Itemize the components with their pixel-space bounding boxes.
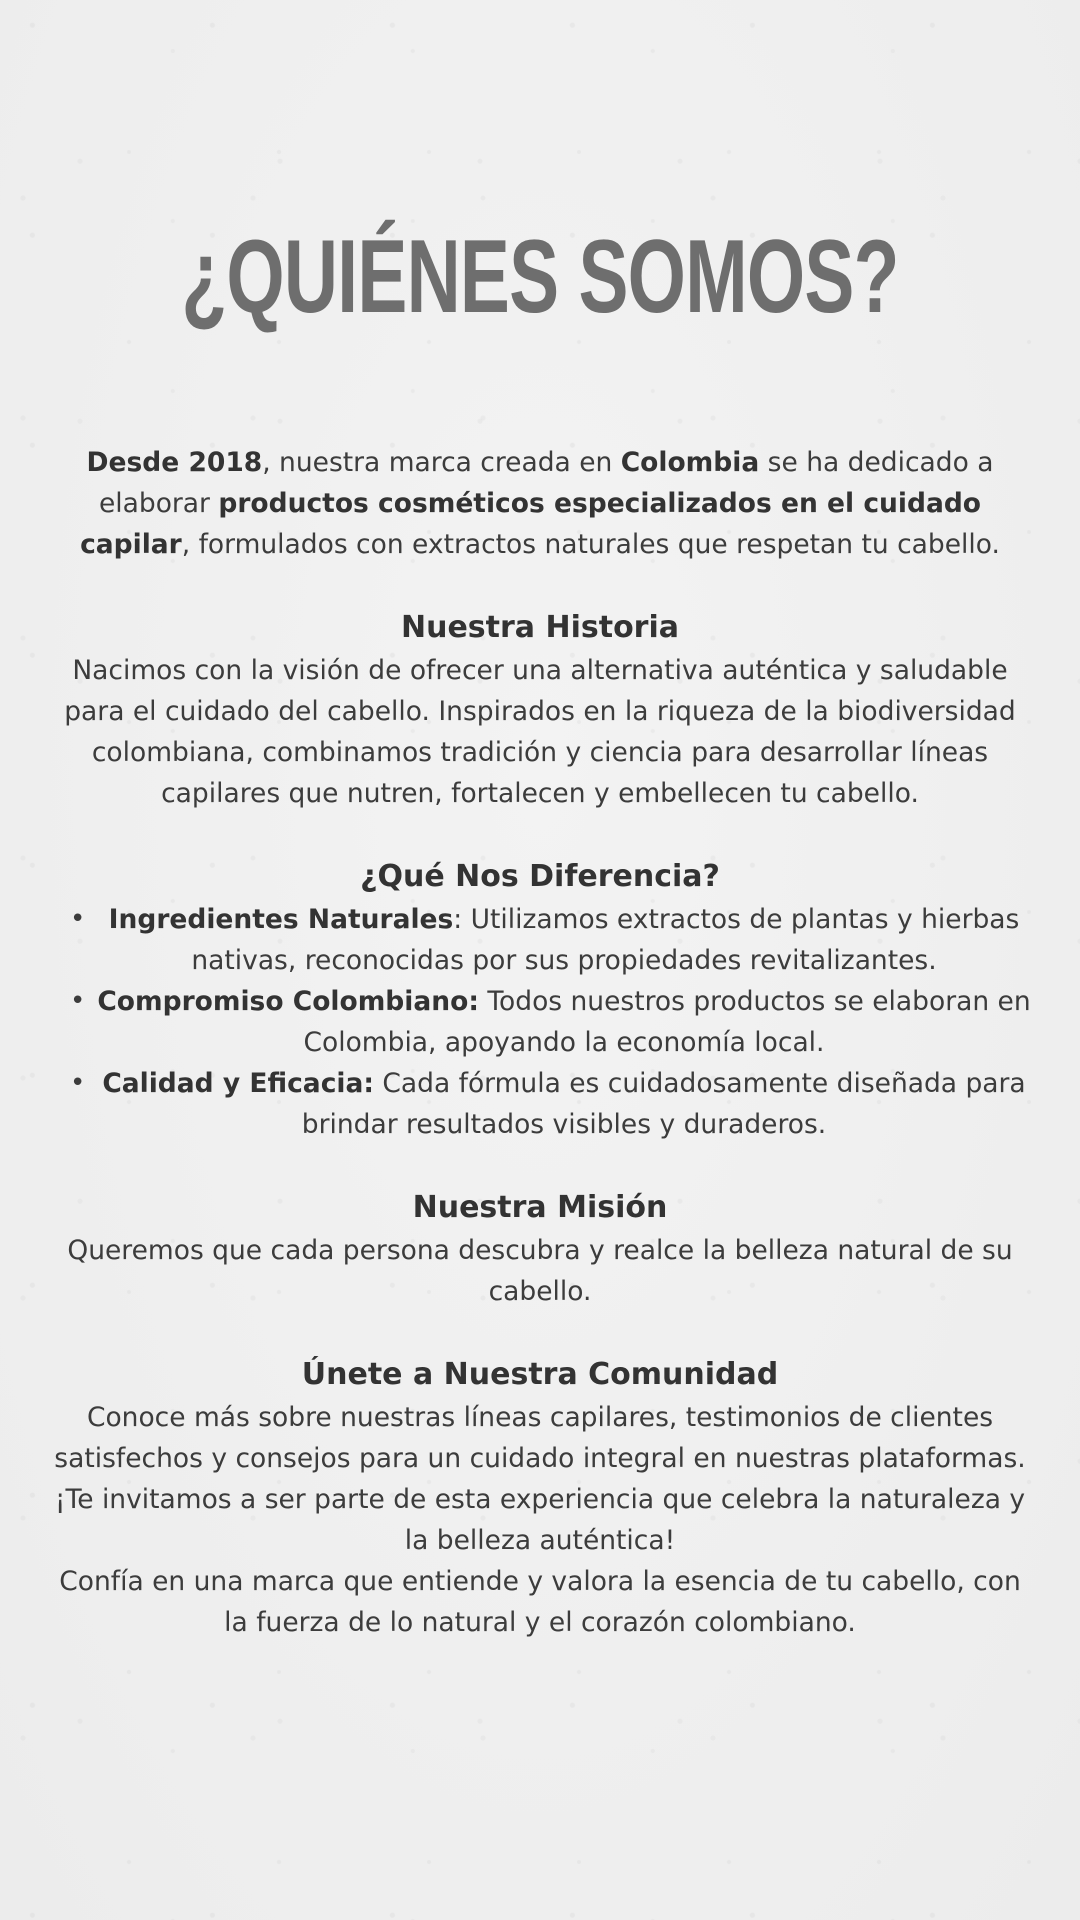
list-item: [48, 899, 1032, 981]
intro-text-3: , formulados con extractos naturales que respetan tu cabello.: [181, 529, 1000, 560]
spacer: [48, 1312, 1032, 1353]
spacer: [48, 565, 1032, 606]
historia-heading: Nuestra Historia: [400, 610, 679, 645]
intro-text-1: , nuestra marca creada en: [262, 447, 621, 478]
about-content: [48, 442, 1032, 1643]
mision-text: Queremos que cada persona descubra y realce la belleza natural de su cabello.: [67, 1235, 1013, 1307]
list-item-text: Todos nuestros productos se elaboran en Colombia, apoyando la economía local.: [303, 986, 1031, 1058]
closing-text: Confía en una marca que entiende y valora la esencia de tu cabello, con la fuerza de lo natural y el corazón colombiano.: [59, 1566, 1021, 1638]
intro-products: productos cosméticos especializados en el cuidado capilar: [80, 488, 982, 560]
bullet-icon: •: [70, 1068, 86, 1098]
comunidad-text: Conoce más sobre nuestras líneas capilares, testimonios de clientes satisfechos y consejos para un cuidado integral en nuestras plataformas. ¡Te invitamos a ser parte de esta experiencia que celebra la naturaleza y la belleza auténtica!: [54, 1402, 1026, 1556]
list-item-text: Cada fórmula es cuidadosamente diseñada para brindar resultados visibles y duraderos.: [301, 1068, 1026, 1140]
historia-text: Nacimos con la visión de ofrecer una alternativa auténtica y saludable para el cuidado del cabello. Inspirados en la riqueza de la biodiversidad colombiana, combinamos tradición y ciencia para desarrollar líneas capilares que nutren, fortalecen y embellecen tu cabello.: [64, 655, 1016, 809]
page-title: ¿QUIÉNES SOMOS?: [181, 219, 899, 335]
bullet-icon: •: [70, 986, 86, 1016]
list-item: [48, 981, 1032, 1063]
intro-text-2: se ha dedicado a elaborar: [98, 447, 994, 519]
intro-paragraph: [48, 442, 1032, 565]
list-item-bold: Compromiso Colombiano:: [97, 986, 479, 1017]
mision-heading: Nuestra Misión: [412, 1190, 668, 1225]
intro-colombia: Colombia: [620, 447, 760, 478]
list-item-bold: Ingredientes Naturales: [108, 904, 454, 935]
spacer: [48, 1145, 1032, 1186]
diferencia-list: [48, 899, 1032, 1145]
list-item-bold: Calidad y Eficacia:: [102, 1068, 374, 1099]
diferencia-heading: ¿Qué Nos Diferencia?: [360, 859, 720, 894]
bullet-icon: •: [70, 904, 86, 934]
list-item-text: : Utilizamos extractos de plantas y hierbas nativas, reconocidas por sus propiedades revitalizantes.: [191, 904, 1020, 976]
list-item: [48, 1063, 1032, 1145]
spacer: [48, 814, 1032, 855]
comunidad-heading: Únete a Nuestra Comunidad: [301, 1357, 779, 1392]
intro-since: Desde 2018: [86, 447, 263, 478]
